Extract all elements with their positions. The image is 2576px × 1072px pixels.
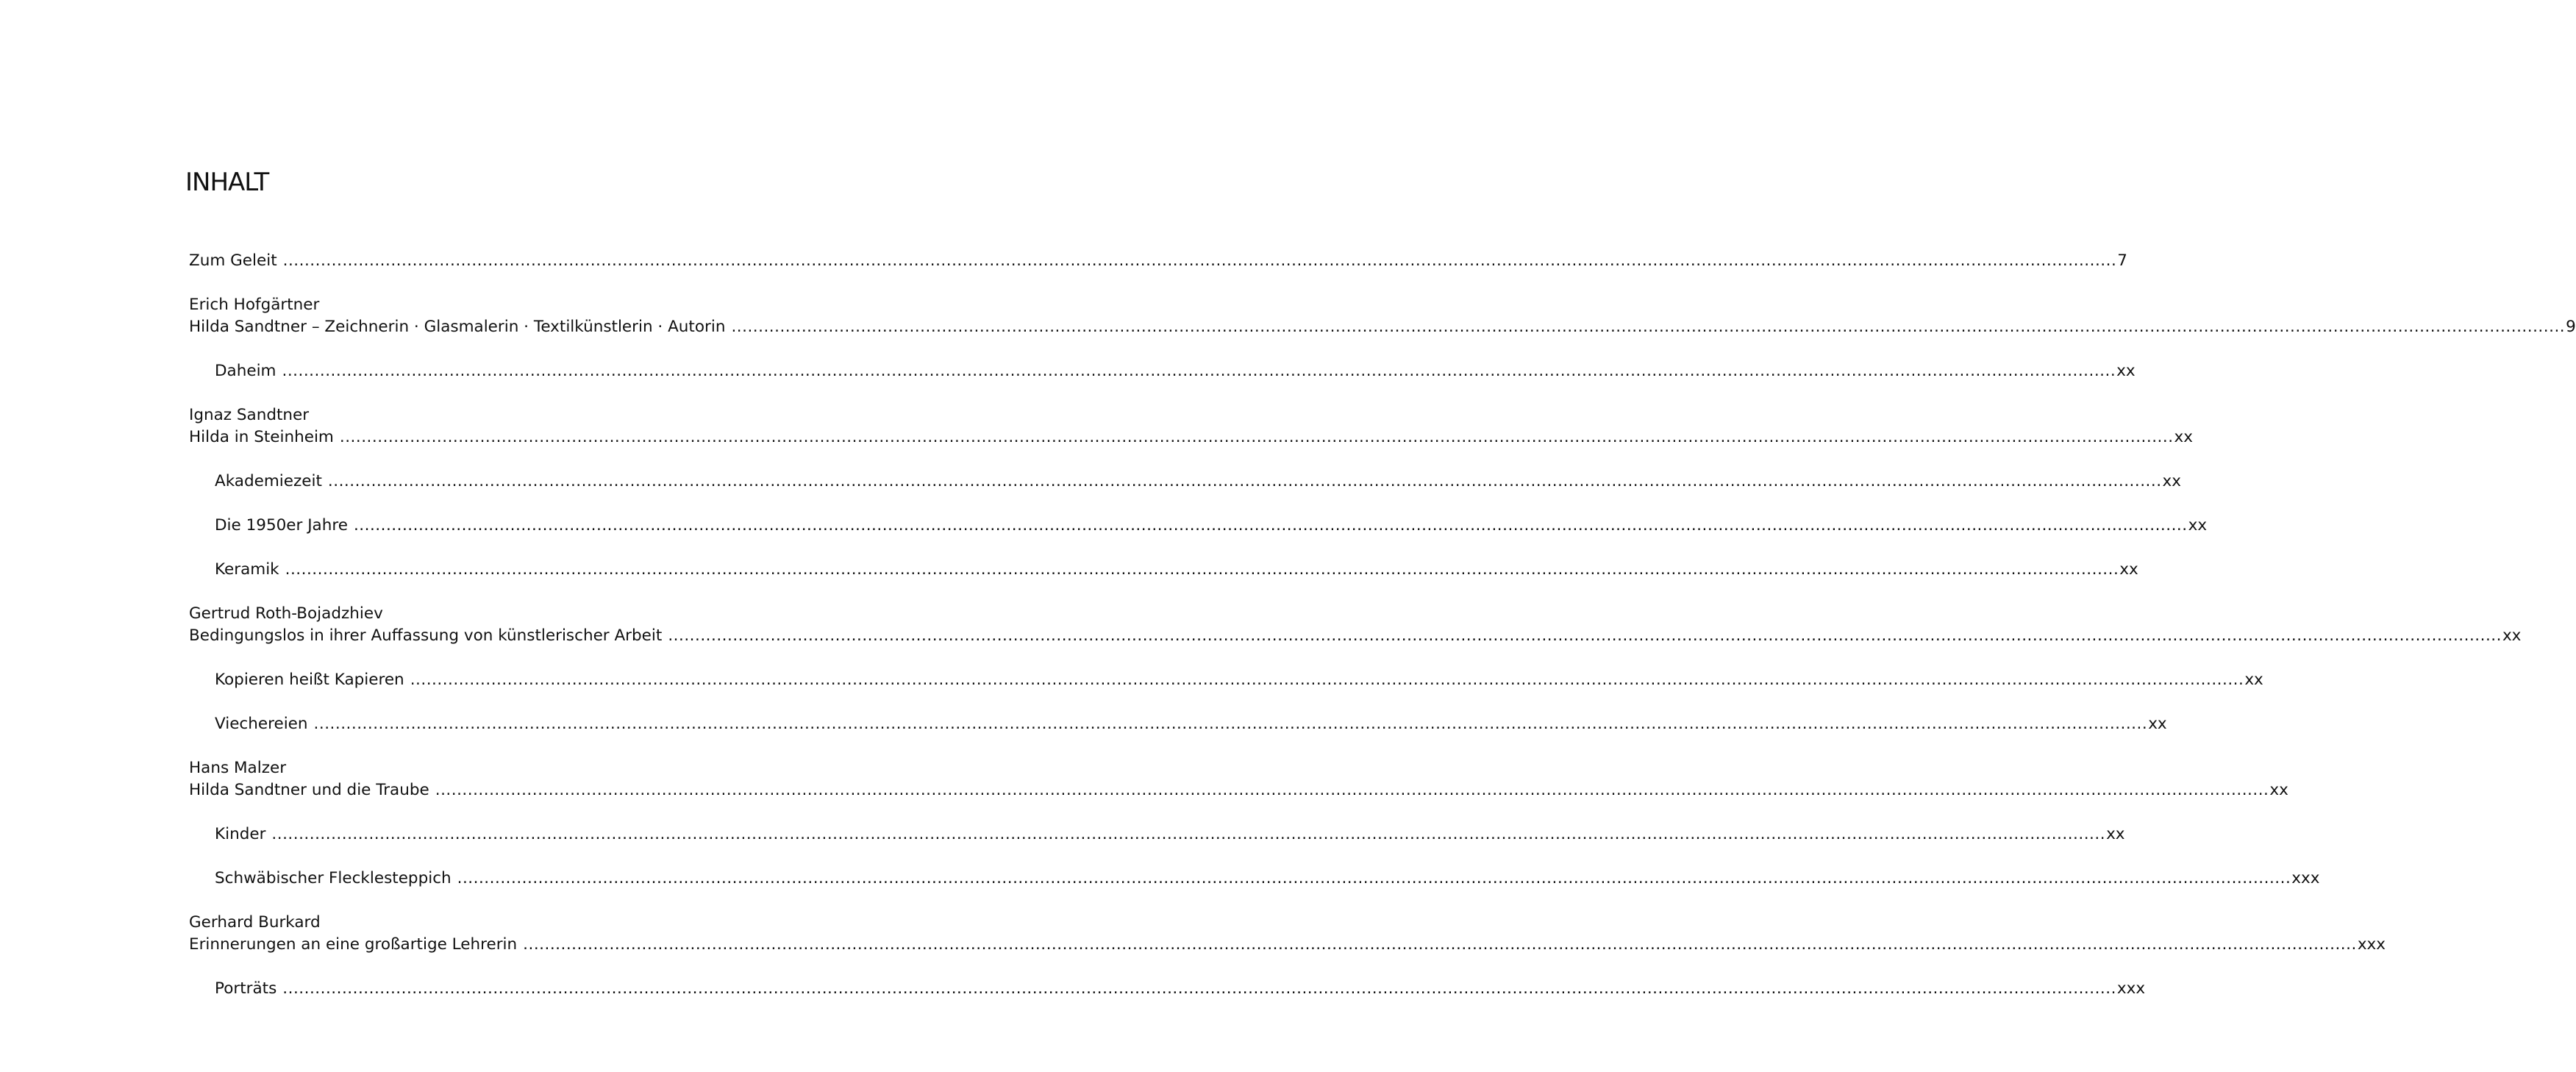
toc-entry-daheim[interactable] <box>215 360 2136 382</box>
toc-entry-title: Akademiezeit <box>215 472 322 490</box>
toc-entry-erinnerungen[interactable] <box>189 934 2386 956</box>
toc-dot-leader <box>668 625 2502 647</box>
toc-dot-leader <box>282 978 2116 1000</box>
toc-entry-kinder[interactable] <box>215 823 2125 846</box>
toc-page-number: xx <box>2269 781 2288 799</box>
toc-entry-title: Hilda in Steinheim <box>189 428 334 446</box>
toc-page-number: xx <box>2162 472 2181 490</box>
toc-entry-title: Hilda Sandtner und die Traube <box>189 781 429 799</box>
toc-entry-title: Zum Geleit <box>189 251 277 270</box>
toc-entry-1950er-jahre[interactable] <box>215 515 2208 537</box>
toc-entry-traube[interactable] <box>189 779 2288 801</box>
toc-dot-leader <box>731 316 2565 338</box>
toc-entry-title: Hilda Sandtner – Zeichnerin · Glasmalerin · Textilkünstlerin · Autorin <box>189 318 726 336</box>
toc-entry-hilda-in-steinheim[interactable] <box>189 426 2193 449</box>
toc-page-number: xx <box>2244 671 2263 689</box>
toc-author: Ignaz Sandtner <box>189 406 310 424</box>
toc-page-number: 7 <box>2117 251 2127 270</box>
toc-author: Erich Hofgärtner <box>189 296 320 314</box>
toc-entry-akademiezeit[interactable] <box>215 471 2181 493</box>
toc-page-number: xxx <box>2116 979 2146 998</box>
toc-dot-leader <box>282 360 2116 382</box>
toc-entry-title: Bedingungslos in ihrer Auffassung von künstlerischer Arbeit <box>189 626 663 645</box>
toc-page-number: xx <box>2502 626 2522 645</box>
toc-dot-leader <box>340 426 2174 449</box>
toc-entry-flecklesteppich[interactable] <box>215 868 2320 890</box>
toc-entry-bedingungslos[interactable] <box>189 625 2522 647</box>
toc-dot-leader <box>410 669 2244 691</box>
toc-dot-leader <box>328 471 2162 493</box>
toc-author: Gerhard Burkard <box>189 913 321 932</box>
toc-entry-title: Die 1950er Jahre <box>215 516 348 535</box>
toc-entry-portraets[interactable] <box>215 978 2146 1000</box>
page-title: INHALT <box>185 168 269 197</box>
toc-entry-title: Keramik <box>215 560 279 579</box>
toc-page-number: xx <box>2116 362 2136 380</box>
toc-page-number: xxx <box>2357 935 2386 954</box>
toc-dot-leader <box>435 779 2269 801</box>
toc-author: Gertrud Roth-Bojadzhiev <box>189 604 383 623</box>
toc-entry-title: Daheim <box>215 362 276 380</box>
toc-entry-title: Erinnerungen an eine großartige Lehrerin <box>189 935 518 954</box>
toc-page-number: 9 <box>2566 318 2576 336</box>
toc-dot-leader <box>354 515 2188 537</box>
toc-dot-leader <box>457 868 2291 890</box>
toc-page-number: xx <box>2106 825 2125 843</box>
toc-dot-leader <box>283 250 2117 272</box>
toc-entry-hilda-sandtner[interactable] <box>189 316 2576 338</box>
toc-entry-title: Kopieren heißt Kapieren <box>215 671 404 689</box>
toc-entry-viechereien[interactable] <box>215 713 2167 735</box>
toc-dot-leader <box>314 713 2148 735</box>
toc-entry-kopieren[interactable] <box>215 669 2263 691</box>
toc-page-number: xxx <box>2291 869 2320 887</box>
toc-entry-title: Kinder <box>215 825 266 843</box>
toc-dot-leader <box>271 823 2105 846</box>
toc-entry-title: Porträts <box>215 979 277 998</box>
toc-entry-zum-geleit[interactable] <box>189 250 2127 272</box>
toc-page-number: xx <box>2174 428 2193 446</box>
toc-entry-keramik[interactable] <box>215 559 2138 581</box>
toc-page-number: xx <box>2119 560 2138 579</box>
toc-page-number: xx <box>2188 516 2208 535</box>
toc-entry-title: Viechereien <box>215 715 308 733</box>
toc-page-number: xx <box>2148 715 2167 733</box>
toc-dot-leader <box>285 559 2119 581</box>
toc-author: Hans Malzer <box>189 759 287 777</box>
toc-dot-leader <box>523 934 2357 956</box>
toc-entry-title: Schwäbischer Flecklesteppich <box>215 869 452 887</box>
